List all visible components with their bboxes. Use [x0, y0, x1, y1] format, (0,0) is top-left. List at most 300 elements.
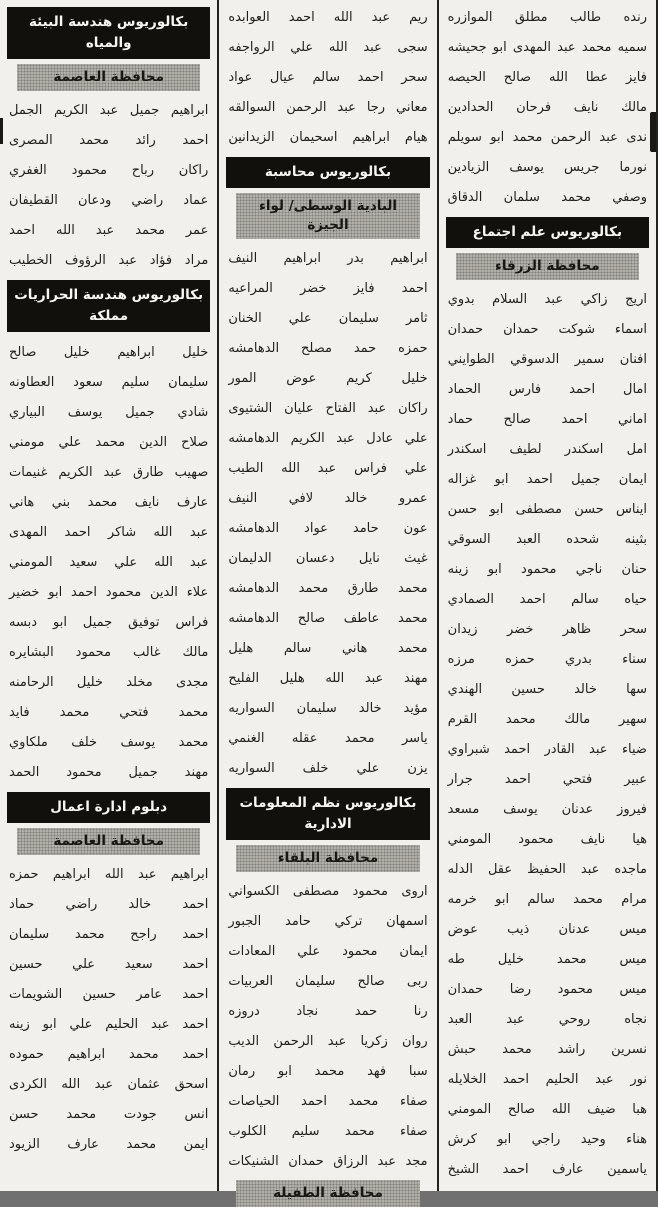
name-row: [445, 404, 650, 434]
name-word: فتحي: [119, 704, 149, 720]
name-row: [225, 543, 430, 573]
name-row: [445, 494, 650, 524]
name-word: عبد: [580, 861, 600, 877]
name-word: مؤيد: [403, 700, 428, 716]
name-word: عبد: [599, 129, 618, 145]
name-row: [445, 704, 650, 734]
name-word: فهد: [367, 1063, 387, 1079]
name-word: العربيات: [228, 973, 274, 989]
name-word: مصطفى: [292, 883, 340, 899]
name-word: الخنان: [228, 310, 262, 326]
name-word: العبد: [516, 531, 541, 547]
name-row: [445, 1004, 650, 1034]
name-word: سالم: [527, 891, 555, 907]
name-word: مصلح: [301, 340, 332, 356]
name-word: صالح: [507, 1101, 536, 1117]
name-word: نسرين: [611, 1041, 647, 1057]
name-row: [225, 753, 430, 783]
name-word: احمد: [526, 471, 553, 487]
name-row: [6, 727, 211, 757]
name-word: الطيب: [228, 460, 264, 476]
name-word: الشنيكات: [228, 1153, 279, 1169]
name-word: شادي: [177, 404, 209, 420]
name-word: محمد: [66, 1106, 97, 1122]
column-3: [437, 0, 656, 1191]
name-row: [225, 2, 430, 32]
name-word: شاكر: [107, 524, 137, 540]
name-word: الله: [551, 1101, 571, 1117]
name-word: بدوي: [447, 291, 475, 307]
name-word: البياري: [9, 404, 45, 420]
name-word: الشيخ: [447, 1161, 480, 1177]
name-row: [445, 1034, 650, 1064]
name-word: احمد: [182, 926, 209, 942]
name-word: غالب: [133, 644, 161, 660]
name-row: [225, 122, 430, 152]
name-word: ابراهيم: [67, 1046, 106, 1062]
name-row: [6, 667, 211, 697]
name-word: ظاهر: [562, 621, 592, 637]
name-word: اسماء: [614, 321, 647, 337]
name-word: سالم: [571, 591, 599, 607]
name-row: [445, 524, 650, 554]
name-word: محمود: [66, 764, 102, 780]
name-word: اماني: [617, 411, 647, 427]
name-word: سها: [626, 681, 647, 697]
name-word: عبد: [150, 1016, 170, 1032]
name-word: احمد: [504, 771, 531, 787]
name-word: محمود: [352, 883, 388, 899]
name-word: علي: [404, 430, 428, 446]
name-word: عليان: [284, 400, 314, 416]
region-subheader: محافظة الزرقاء: [456, 253, 639, 280]
name-word: عماد: [183, 192, 209, 208]
name-row: [6, 215, 211, 245]
name-word: اسحيمان: [289, 129, 338, 145]
name-word: احمد: [182, 1046, 209, 1062]
name-word: خالد: [574, 681, 597, 697]
name-word: محمود: [75, 644, 112, 660]
name-word: الرزاق: [333, 1153, 368, 1169]
name-word: راضي: [65, 896, 98, 912]
name-row: [225, 1086, 430, 1116]
name-row: [6, 949, 211, 979]
name-word: الدين: [139, 434, 168, 450]
name-word: مالك: [564, 711, 591, 727]
name-word: نايف: [573, 99, 599, 115]
name-word: عبد: [94, 1076, 114, 1092]
name-word: احمد: [502, 1161, 529, 1177]
name-word: محمود: [518, 831, 554, 847]
name-word: سناء: [622, 651, 647, 667]
name-word: حسين: [9, 956, 43, 972]
name-word: حموده: [9, 1046, 44, 1062]
name-word: محمد: [95, 434, 126, 450]
name-row: [445, 794, 650, 824]
name-row: [445, 122, 650, 152]
name-word: سهير: [619, 711, 647, 727]
degree-header: [226, 157, 429, 188]
name-row: [6, 757, 211, 787]
name-word: الدهامشه: [228, 580, 280, 596]
name-word: خلف: [302, 760, 329, 776]
degree-header: [446, 217, 649, 248]
name-word: ماجده: [614, 861, 647, 877]
name-word: مخلد: [126, 674, 153, 690]
name-row: [225, 273, 430, 303]
name-word: وصفي: [612, 189, 647, 205]
name-word: محمد: [397, 610, 428, 626]
name-word: علاء: [186, 584, 209, 600]
name-word: الكريم: [58, 464, 93, 480]
name-word: محمد: [397, 640, 428, 656]
column-2: [217, 0, 436, 1201]
name-word: الدقاق: [447, 189, 483, 205]
degree-header-line: مملكة: [89, 308, 129, 324]
name-word: رضا: [509, 981, 532, 997]
name-word: اسحق: [174, 1076, 209, 1092]
name-word: معاني: [396, 99, 428, 115]
name-word: لافي: [288, 490, 314, 506]
name-word: ابراهيم: [117, 344, 155, 360]
name-word: ابو: [495, 891, 510, 907]
name-word: دروزه: [228, 1003, 260, 1019]
name-word: جرار: [447, 771, 473, 787]
name-word: حمد: [353, 340, 377, 356]
name-word: الحليم: [545, 1071, 579, 1087]
name-row: [6, 919, 211, 949]
name-row: [225, 693, 430, 723]
name-word: محمد: [59, 704, 90, 720]
name-word: حمدان: [447, 981, 484, 997]
name-word: العطاونه: [9, 374, 55, 390]
name-word: حبش: [447, 1041, 477, 1057]
name-word: السواريه: [228, 760, 275, 776]
name-word: ابراهيم: [52, 866, 91, 882]
name-word: احمد: [569, 381, 596, 397]
name-row: [6, 697, 211, 727]
name-word: الله: [104, 866, 124, 882]
name-row: [445, 554, 650, 584]
name-word: رباح: [131, 162, 154, 178]
degree-header-line: بكالوريوس علم اجتماع: [472, 224, 623, 240]
name-row: [445, 374, 650, 404]
name-word: عوض: [286, 370, 317, 386]
name-row: [6, 889, 211, 919]
name-row: [445, 1064, 650, 1094]
name-word: سالم: [283, 640, 312, 656]
name-word: الدليمان: [228, 550, 272, 566]
name-word: الرحمن: [286, 99, 327, 115]
name-word: الحمد: [9, 764, 40, 780]
name-word: ابو: [42, 1016, 57, 1032]
name-row: [225, 32, 430, 62]
name-word: جميل: [128, 764, 158, 780]
name-word: عقل: [487, 861, 513, 877]
name-word: غزاله: [447, 471, 477, 487]
name-word: سليمان: [9, 926, 50, 942]
name-word: محمد: [397, 580, 428, 596]
name-word: عادل: [366, 430, 394, 446]
name-word: الفليح: [228, 670, 260, 686]
degree-header: [7, 280, 210, 332]
name-word: خضر: [506, 621, 534, 637]
name-word: محمد: [74, 926, 105, 942]
name-word: مجد: [405, 1153, 428, 1169]
name-word: بثينه: [624, 531, 647, 547]
name-word: صالح: [503, 411, 531, 427]
name-row: [6, 185, 211, 215]
name-row: [445, 32, 650, 62]
name-word: رنا: [413, 1003, 428, 1019]
name-row: [225, 92, 430, 122]
name-word: محمود: [71, 162, 107, 178]
name-word: فارس: [508, 381, 542, 397]
name-row: [6, 397, 211, 427]
name-row: [445, 674, 650, 704]
name-word: خليل: [63, 344, 90, 360]
name-row: [6, 1129, 211, 1159]
name-word: ياسر: [402, 730, 428, 746]
name-row: [6, 367, 211, 397]
name-row: [445, 854, 650, 884]
name-word: عبد: [506, 1011, 525, 1027]
name-word: القطيفان: [9, 192, 58, 208]
name-word: نجاد: [296, 1003, 319, 1019]
name-word: عواد: [304, 520, 328, 536]
name-word: اسمهان: [386, 913, 428, 929]
name-word: كرش: [447, 1131, 477, 1147]
name-word: حسن: [574, 501, 604, 517]
name-word: ابو: [487, 561, 502, 577]
name-word: الهندي: [447, 681, 483, 697]
name-word: اسكندر: [447, 441, 487, 457]
name-word: ربى: [406, 973, 428, 989]
name-row: [225, 603, 430, 633]
degree-header-line: بكالوريوس هندسة البيئة: [28, 14, 189, 30]
name-word: سحر: [620, 621, 647, 637]
name-word: حماد: [447, 411, 473, 427]
name-row: [445, 464, 650, 494]
name-word: سليمان: [168, 374, 209, 390]
name-word: عبد: [103, 464, 123, 480]
name-word: سليمان: [295, 973, 336, 989]
name-word: محمود: [105, 584, 142, 600]
name-word: مهند: [184, 764, 209, 780]
name-word: فؤاد: [149, 252, 173, 268]
name-word: ابو: [492, 39, 507, 55]
name-word: فراس: [175, 614, 209, 630]
name-word: خضر: [299, 280, 327, 296]
name-word: علي: [288, 310, 312, 326]
name-word: محمد: [502, 1041, 532, 1057]
name-row: [6, 637, 211, 667]
name-word: مومني: [9, 434, 45, 450]
name-word: سبا: [408, 1063, 428, 1079]
name-word: عبير: [624, 771, 647, 787]
name-word: عيال: [269, 69, 295, 85]
name-word: جحيشه: [447, 39, 487, 55]
name-word: علي: [72, 956, 96, 972]
name-row: [445, 764, 650, 794]
name-word: نايل: [358, 550, 380, 566]
name-word: عاطف: [343, 610, 380, 626]
name-word: نايف: [580, 831, 606, 847]
name-word: لطيف: [509, 441, 542, 457]
name-word: دبسه: [9, 614, 38, 630]
name-word: خضير: [9, 584, 40, 600]
name-row: [445, 614, 650, 644]
name-word: عوض: [447, 921, 478, 937]
name-word: علي: [114, 554, 138, 570]
name-row: [445, 824, 650, 854]
name-word: كريم: [346, 370, 372, 386]
name-word: حسين: [82, 986, 116, 1002]
name-word: احمد: [288, 9, 315, 25]
name-word: القادر: [544, 741, 575, 757]
name-word: المومني: [447, 831, 492, 847]
name-word: جميل: [125, 404, 155, 420]
name-word: جودت: [123, 1106, 157, 1122]
name-word: الدين: [149, 584, 178, 600]
region-subheader: محافظة الطفيلة: [236, 1180, 419, 1207]
name-word: الكلوب: [228, 1123, 267, 1139]
name-word: عبد: [589, 741, 608, 757]
name-row: [445, 644, 650, 674]
name-word: احمد: [182, 1016, 209, 1032]
name-row: [445, 284, 650, 314]
name-row: [445, 914, 650, 944]
name-word: الرحمن: [273, 1033, 314, 1049]
name-word: عبد: [189, 554, 209, 570]
name-word: رجا: [366, 99, 386, 115]
name-row: [445, 314, 650, 344]
name-row: [225, 483, 430, 513]
name-word: بني: [51, 494, 71, 510]
name-word: راكان: [398, 400, 428, 416]
name-word: الدهامشه: [228, 610, 280, 626]
name-row: [445, 92, 650, 122]
name-word: امل: [626, 441, 647, 457]
name-word: دعسان: [295, 550, 335, 566]
name-word: القرم: [447, 711, 478, 727]
name-word: شوكت: [558, 321, 596, 337]
name-word: نور: [630, 1071, 647, 1087]
name-word: محمد: [512, 129, 543, 145]
name-word: ضياء: [621, 741, 647, 757]
name-word: ابو: [277, 1063, 292, 1079]
name-word: المور: [228, 370, 257, 386]
region-subheader: محافظة العاصمة: [17, 64, 200, 91]
name-word: راجي: [531, 1131, 561, 1147]
name-word: ندى: [626, 129, 647, 145]
name-word: افنان: [619, 351, 647, 367]
name-word: الكردى: [9, 1076, 47, 1092]
name-row: [225, 1146, 430, 1176]
name-word: طارق: [347, 580, 379, 596]
name-word: علي: [297, 943, 321, 959]
name-word: زكريا: [360, 1033, 388, 1049]
name-word: هبا: [632, 1101, 647, 1117]
name-word: عواد: [228, 69, 253, 85]
name-word: رنده: [623, 9, 647, 25]
name-word: ايمن: [183, 1136, 209, 1152]
name-word: الجمل: [9, 102, 43, 118]
name-word: نجاه: [624, 1011, 647, 1027]
name-word: توفيق: [128, 614, 160, 630]
name-word: البشايره: [9, 644, 54, 660]
degree-header: [7, 792, 210, 823]
name-row: [445, 434, 650, 464]
name-word: حنان: [621, 561, 647, 577]
name-word: ريم: [409, 9, 428, 25]
name-word: سميه: [617, 39, 647, 55]
name-row: [225, 363, 430, 393]
name-word: محمد: [581, 39, 612, 55]
name-row: [445, 2, 650, 32]
name-row: [6, 1099, 211, 1129]
name-word: خالد: [358, 700, 382, 716]
name-word: زاكي: [580, 291, 608, 307]
name-word: غنيمات: [9, 464, 48, 480]
name-word: اريج: [625, 291, 647, 307]
name-word: عبد: [99, 102, 119, 118]
name-word: عبد: [337, 99, 356, 115]
name-word: ضيف: [587, 1101, 616, 1117]
name-row: [225, 906, 430, 936]
name-word: علي: [290, 39, 314, 55]
name-word: محمد: [87, 494, 118, 510]
name-row: [225, 1026, 430, 1056]
name-word: عثمان: [127, 1076, 161, 1092]
name-row: [6, 517, 211, 547]
region-subheader: محافظة العاصمة: [17, 828, 200, 855]
name-word: ابراهيم: [352, 129, 390, 145]
name-word: الله: [325, 670, 345, 686]
name-word: الغنمي: [228, 730, 265, 746]
name-word: الحيصه: [447, 69, 486, 85]
name-word: حمدان: [288, 1153, 324, 1169]
name-word: هيام: [404, 129, 428, 145]
name-word: محمد: [314, 1063, 345, 1079]
name-row: [445, 344, 650, 374]
name-row: [6, 547, 211, 577]
name-word: المومني: [9, 554, 53, 570]
name-word: نورما: [619, 159, 647, 175]
name-word: عبد: [364, 670, 384, 686]
name-row: [6, 125, 211, 155]
name-row: [225, 453, 430, 483]
name-word: الله: [55, 222, 75, 238]
name-word: محمود: [557, 981, 593, 997]
degree-header-line: بكالوريوس نظم المعلومات: [239, 795, 417, 811]
name-word: مصطفى: [515, 501, 562, 517]
name-word: عطا: [585, 69, 609, 85]
name-word: احمد: [561, 411, 588, 427]
name-word: فايز: [353, 280, 375, 296]
name-row: [225, 1056, 430, 1086]
name-word: محمود: [521, 561, 557, 577]
name-word: احمد: [182, 986, 209, 1002]
name-row: [445, 62, 650, 92]
name-word: عدنان: [558, 921, 591, 937]
name-word: علي: [69, 1016, 93, 1032]
name-word: فيروز: [617, 801, 647, 817]
name-word: ذيب: [507, 921, 530, 937]
name-word: سالم: [312, 69, 340, 85]
name-row: [445, 1124, 650, 1154]
name-word: احمد: [64, 524, 91, 540]
